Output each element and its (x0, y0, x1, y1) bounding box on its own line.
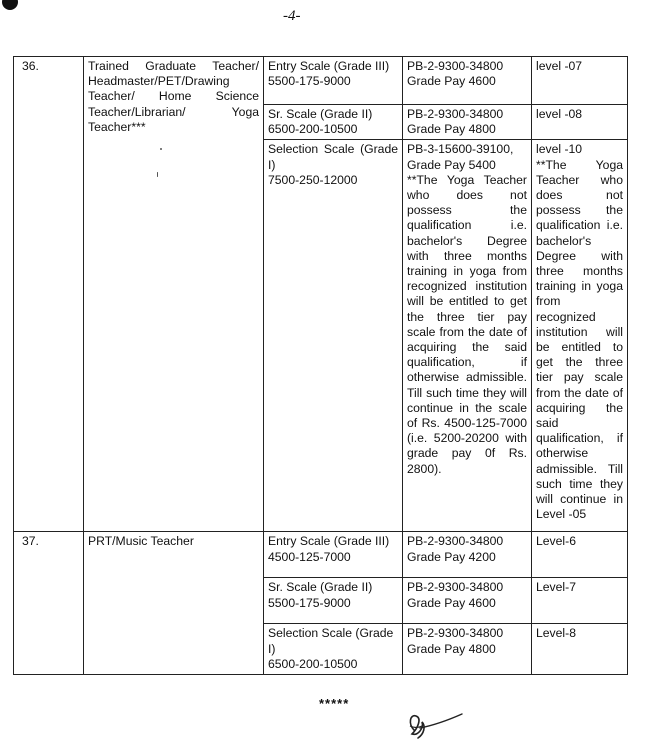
scale-cell: Sr. Scale (Grade II) 5500-175-9000 (264, 578, 403, 624)
level-cell: level -07 (532, 57, 628, 105)
scan-speck (160, 148, 162, 150)
scale-cell: Entry Scale (Grade III) 5500-175-9000 (264, 57, 403, 105)
pay-band-cell: PB-3-15600-39100, Grade Pay 5400 **The Yoga Teacher who does not possess the qualification i.e. bachelor's Degree with three months training in yoga from recognized institution will be entitled to get the three tier pay scale from the date of acquiring the said qualification, if otherwise admissible. Till such time they will continue in the scale of Rs. 4500-125-7000 (i.e. 5200-20200 with grade pay 0f Rs. 2800). (403, 140, 532, 532)
level-cell: Level-7 (532, 578, 628, 624)
pay-band-cell: PB-2-9300-34800 Grade Pay 4800 (403, 105, 532, 140)
scan-speck (157, 172, 158, 177)
punch-hole-mark (2, 0, 18, 10)
level-cell: Level-8 (532, 624, 628, 675)
level-cell: level -08 (532, 105, 628, 140)
serial-number: 36. (14, 57, 84, 532)
end-of-document-stars: ***** (319, 696, 350, 711)
scale-cell: Sr. Scale (Grade II) 6500-200-10500 (264, 105, 403, 140)
serial-number: 37. (14, 532, 84, 675)
pay-band-cell: PB-2-9300-34800 Grade Pay 4200 (403, 532, 532, 578)
page-number: -4- (283, 8, 301, 24)
post-name: PRT/Music Teacher (84, 532, 264, 675)
pay-scale-table (13, 56, 628, 675)
scale-cell: Entry Scale (Grade III) 4500-125-7000 (264, 532, 403, 578)
pay-band-cell: PB-2-9300-34800 Grade Pay 4600 (403, 57, 532, 105)
scale-cell: Selection Scale (Grade I) 7500-250-12000 (264, 140, 403, 532)
pay-band-cell: PB-2-9300-34800 Grade Pay 4600 (403, 578, 532, 624)
table-row (14, 57, 628, 105)
level-cell: level -10 **The Yoga Teacher who does not possess the qualification i.e. bachelor's Degree with three months training in yoga from recognized institution will be entitled to get the three tier pay scale from the date of acquiring the said qualification, if otherwise admissible. Till such time they will continue in Level -05 (532, 140, 628, 532)
scale-cell: Selection Scale (Grade I) 6500-200-10500 (264, 624, 403, 675)
signature-icon (400, 706, 470, 742)
table-row (14, 532, 628, 578)
post-name: Trained Graduate Teacher/ Headmaster/PET/Drawing Teacher/ Home Science Teacher/Librarian/ Yoga Teacher*** (84, 57, 264, 532)
pay-band-cell: PB-2-9300-34800 Grade Pay 4800 (403, 624, 532, 675)
level-cell: Level-6 (532, 532, 628, 578)
